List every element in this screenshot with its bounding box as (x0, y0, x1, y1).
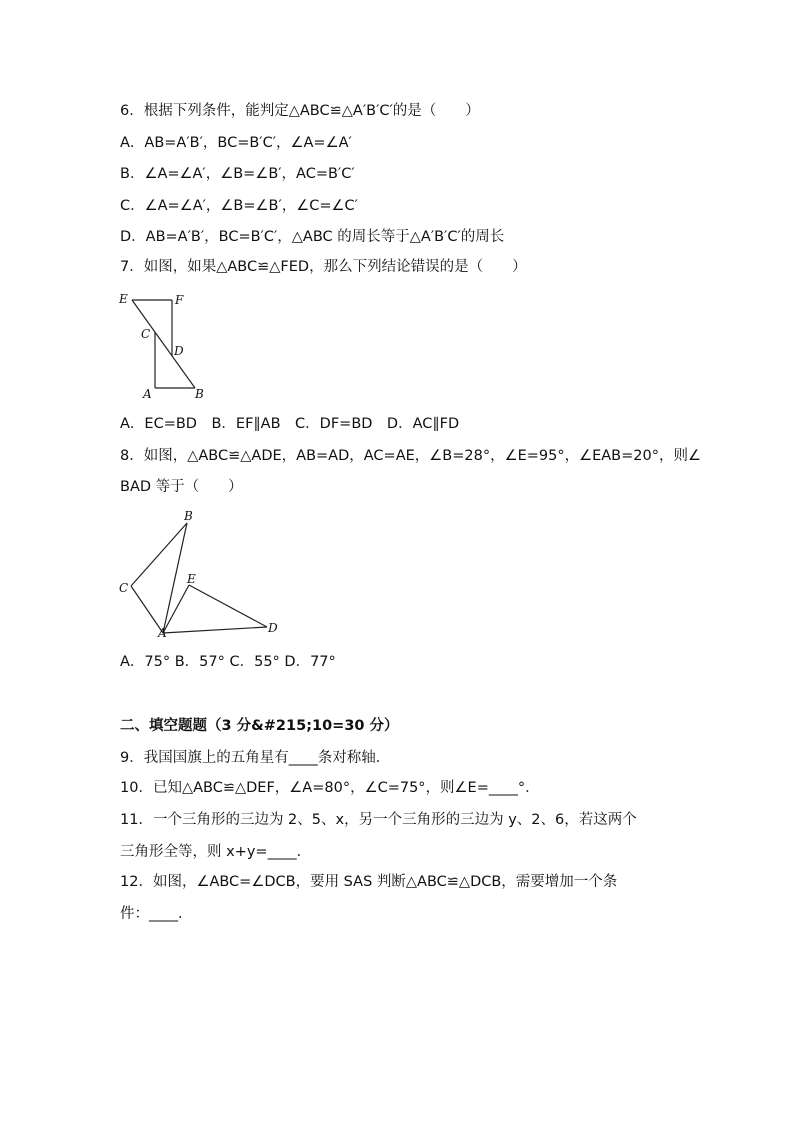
q8-figure (115, 505, 285, 640)
q8-label-b: B (184, 509, 193, 523)
q8-label-d: D (268, 621, 278, 635)
q7-options: A．EC=BD B．EF∥AB C．DF=BD D．AC∥FD (120, 416, 460, 432)
q12-line1: 12．如图，∠ABC=∠DCB，要用 SAS 判断△ABC≌△DCB，需要增加一个条 (120, 874, 618, 890)
q7-figure (115, 290, 215, 402)
q7-stem: 7．如图，如果△ABC≌△FED，那么下列结论错误的是（ ） (120, 259, 527, 275)
q8-stem-line1: 8．如图，△ABC≌△ADE，AB=AD，AC=AE，∠B=28°，∠E=95°，∠EAB=20°，则∠ (120, 448, 701, 464)
q7-label-d: D (174, 344, 184, 358)
q8-stem-line2: BAD 等于（ ） (120, 479, 243, 495)
q6-option-b: B．∠A=∠A′，∠B=∠B′，AC=B′C′ (120, 166, 355, 182)
section-2-title: 二、填空题题（3 分&#215;10=30 分） (120, 718, 399, 734)
q10: 10．已知△ABC≌△DEF，∠A=80°，∠C=75°，则∠E=____°． (120, 780, 540, 796)
q12-line2: 件：____． (120, 906, 193, 922)
q8-options: A．75° B．57° C．55° D．77° (120, 654, 336, 670)
q8-label-e: E (187, 572, 196, 586)
q7-label-c: C (141, 327, 151, 341)
q7-label-b: B (195, 387, 204, 401)
q7-label-f: F (175, 293, 184, 307)
q9: 9．我国国旗上的五角星有____条对称轴． (120, 750, 391, 766)
q6-stem: 6．根据下列条件，能判定△ABC≌△A′B′C′的是（ ） (120, 103, 480, 119)
q8-label-a: A (158, 626, 167, 640)
q6-option-a: A．AB=A′B′，BC=B′C′，∠A=∠A′ (120, 135, 352, 151)
q11-line1: 11．一个三角形的三边为 2、5、x，另一个三角形的三边为 y、2、6，若这两个 (120, 812, 637, 828)
q6-option-c: C．∠A=∠A′，∠B=∠B′，∠C=∠C′ (120, 198, 358, 214)
q7-label-e: E (119, 292, 128, 306)
q6-option-d: D．AB=A′B′，BC=B′C′，△ABC 的周长等于△A′B′C′的周长 (120, 229, 505, 245)
q11-line2: 三角形全等，则 x+y=____． (120, 844, 312, 860)
q7-label-a: A (143, 387, 152, 401)
q8-label-c: C (119, 581, 129, 595)
